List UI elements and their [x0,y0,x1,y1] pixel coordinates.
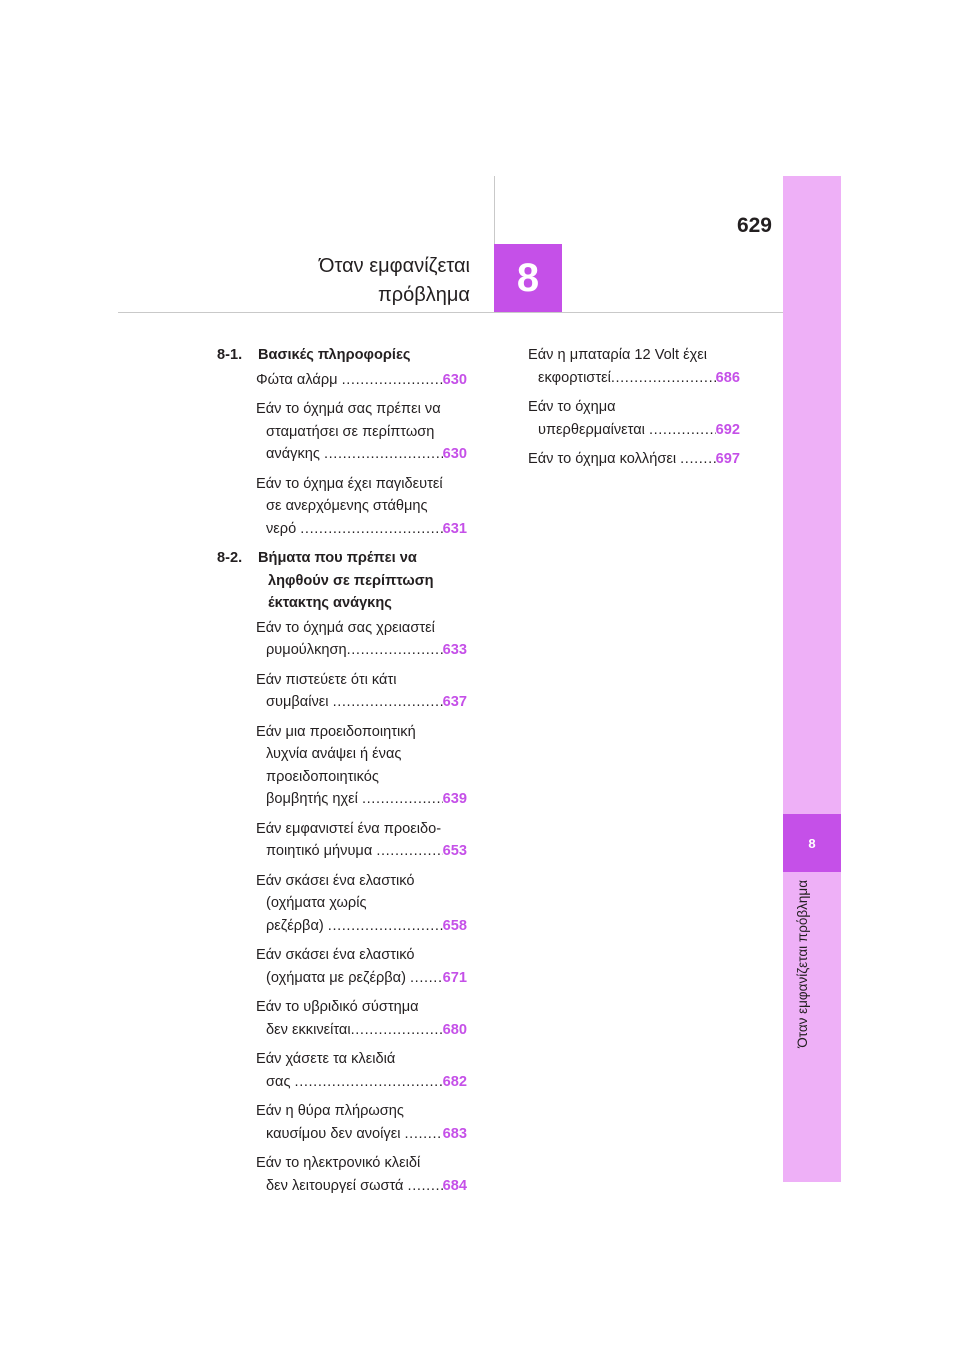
dot-leader [347,639,443,662]
toc-entry-line: Εάν σκάσει ένα ελαστικό [256,872,415,889]
toc-entry-line: Εάν εμφανιστεί ένα προειδο- [256,820,442,837]
toc-entry-line: σταματήσει σε περίπτωση [266,423,435,440]
toc-entry-line: εκφορτιστεί [538,369,611,386]
toc-entry[interactable] [256,1048,467,1093]
toc-page-link[interactable]: 637 [442,694,467,710]
toc-entry-final-line [256,840,467,863]
toc-entry[interactable] [256,1152,467,1197]
toc-entry-line: Εάν η θύρα πλήρωσης [256,1103,404,1119]
dot-leader [410,967,443,990]
toc-page-link[interactable]: 631 [442,520,467,537]
toc-entry-final-line [528,448,740,471]
toc-section-title-line: Βασικές πληροφορίες [258,347,411,363]
toc-page-link[interactable]: 658 [442,917,467,934]
toc-entry-line: λυχνία ανάψει ή ένας [266,746,402,762]
toc-entry-line: Εάν το όχημά σας χρειαστεί [256,619,435,636]
toc-page-link[interactable]: 697 [715,451,740,467]
toc-section-title [258,344,467,367]
toc-entry-final-line [256,369,467,392]
toc-section-number: 8-1. [217,347,243,363]
toc-entry-final-line [256,915,467,938]
toc-entry[interactable] [256,1100,467,1145]
chapter-number-badge: 8 [494,244,562,312]
toc-entry-line: σε ανερχόμενης στάθμης [266,498,428,514]
toc-entry-line: δεν λειτουργεί σωστά [266,1177,408,1194]
toc-section-title-line: ληφθούν σε περίπτωση [268,572,434,589]
dot-leader [376,840,442,863]
toc-entry-line: ρυμούλκηση [266,642,347,658]
toc-entry-line: (οχήματα χωρίς [266,895,367,911]
toc-entry-final-line [256,1019,467,1042]
toc-entry-line: Εάν το όχημα κολλήσει [528,451,681,467]
chapter-title [230,252,470,310]
toc-entry[interactable] [256,369,467,392]
toc-page-link[interactable]: 686 [715,369,740,386]
toc-entry-line: βομβητής ηχεί [266,791,362,807]
toc-entry[interactable] [528,396,740,441]
toc-entry[interactable] [256,669,467,714]
toc-entry-line: Εάν η μπαταρία 12 Volt έχει [528,347,708,363]
chapter-title-line: πρόβλημα [377,284,470,306]
toc-entry-final-line [256,518,467,541]
dot-leader [408,1175,443,1198]
dot-leader [611,367,716,390]
toc-entry-final-line [256,639,467,662]
toc-section-title [258,547,467,615]
toc-page-link[interactable]: 639 [442,791,467,807]
toc-entry[interactable] [256,818,467,863]
chapter-title-line: Όταν εμφανίζεται [319,255,470,277]
toc-entry-line: ποιητικό μήνυμα [266,843,377,859]
toc-entry-final-line [256,443,467,466]
toc-section-heading[interactable] [217,547,467,615]
dot-leader [351,1019,443,1042]
dot-leader [680,448,716,471]
toc-page-link[interactable]: 683 [442,1125,467,1142]
dot-leader [362,788,443,811]
toc-entry-line: ανάγκης [266,446,324,462]
toc-entry-line: νερό [266,520,301,537]
toc-entry-final-line [256,1123,467,1146]
dot-leader [405,1123,443,1146]
dot-leader [300,518,442,541]
toc-page-link[interactable]: 684 [442,1177,467,1194]
toc-entry-line: Εάν το ηλεκτρονικό κλειδί [256,1155,421,1171]
toc-entry-line: συμβαίνει [266,694,333,710]
toc-entry-line: Εάν μια προειδοποιητική [256,723,416,740]
toc-section-number: 8-2. [217,550,243,566]
toc-page-link[interactable]: 630 [442,446,467,462]
toc-entry-line: υπερθερμαίνεται [538,421,649,438]
toc-entry[interactable] [256,944,467,989]
dot-leader [333,691,443,714]
toc-entry-final-line [528,367,740,390]
toc-entry[interactable] [256,617,467,662]
toc-entry[interactable] [256,721,467,811]
toc-page-link[interactable]: 630 [442,371,467,388]
header-vertical-rule [494,176,495,246]
toc-entry-final-line [256,788,467,811]
toc-page-link[interactable]: 671 [442,969,467,986]
toc-entry[interactable] [256,870,467,938]
toc-entry-line: δεν εκκινείται [266,1021,351,1038]
toc-section-heading[interactable] [217,344,467,367]
toc-entry-final-line [256,1071,467,1094]
toc-entry[interactable] [256,398,467,466]
header-horizontal-rule [118,312,783,313]
toc-entry-final-line [256,967,467,990]
toc-section-title-line: έκτακτης ανάγκης [268,595,392,611]
toc-entry[interactable] [528,344,740,389]
page-number: 629 [736,214,772,237]
toc-left-column [217,344,467,1204]
toc-entry-line: Εάν το όχημα έχει παγιδευτεί [256,475,443,492]
toc-page-link[interactable]: 682 [442,1073,467,1090]
toc-entry-line: σας [266,1073,295,1090]
thumb-index-title [795,880,823,1080]
toc-entry-line: προειδοποιητικός [266,768,379,785]
dot-leader [324,443,443,466]
thumb-index-title-text: Όταν εμφανίζεται πρόβλημα [795,880,810,1048]
toc-entry-line: Εάν το υβριδικό σύστημα [256,999,419,1015]
toc-entry-final-line [256,1175,467,1198]
toc-entry-line: Φώτα αλάρμ [256,371,342,388]
dot-leader [295,1071,443,1094]
thumb-index-chapter-tab[interactable]: 8 [783,814,841,872]
toc-page-link[interactable]: 692 [715,421,740,438]
toc-entry-line: καυσίμου δεν ανοίγει [266,1125,405,1142]
dot-leader [649,419,716,442]
toc-entry-line: Εάν πιστεύετε ότι κάτι [256,671,397,688]
dot-leader [328,915,443,938]
toc-entry-line: Εάν το όχημά σας πρέπει να [256,401,441,417]
toc-entry-line: ρεζέρβα) [266,917,328,934]
toc-entry-final-line [528,419,740,442]
dot-leader [342,369,443,392]
toc-entry[interactable] [256,473,467,541]
toc-page-link[interactable]: 653 [442,843,467,859]
toc-entry-line: (οχήματα με ρεζέρβα) [266,969,411,986]
toc-page-link[interactable]: 680 [442,1021,467,1038]
toc-entry[interactable] [256,996,467,1041]
toc-right-column [528,344,740,478]
toc-section-title-line: Βήματα που πρέπει να [258,550,417,566]
toc-entry-final-line [256,691,467,714]
toc-entry-line: Εάν το όχημα [528,399,616,415]
toc-entry[interactable] [528,448,740,471]
toc-entry-line: Εάν σκάσει ένα ελαστικό [256,947,415,963]
toc-entry-line: Εάν χάσετε τα κλειδιά [256,1051,396,1067]
toc-page-link[interactable]: 633 [442,642,467,658]
